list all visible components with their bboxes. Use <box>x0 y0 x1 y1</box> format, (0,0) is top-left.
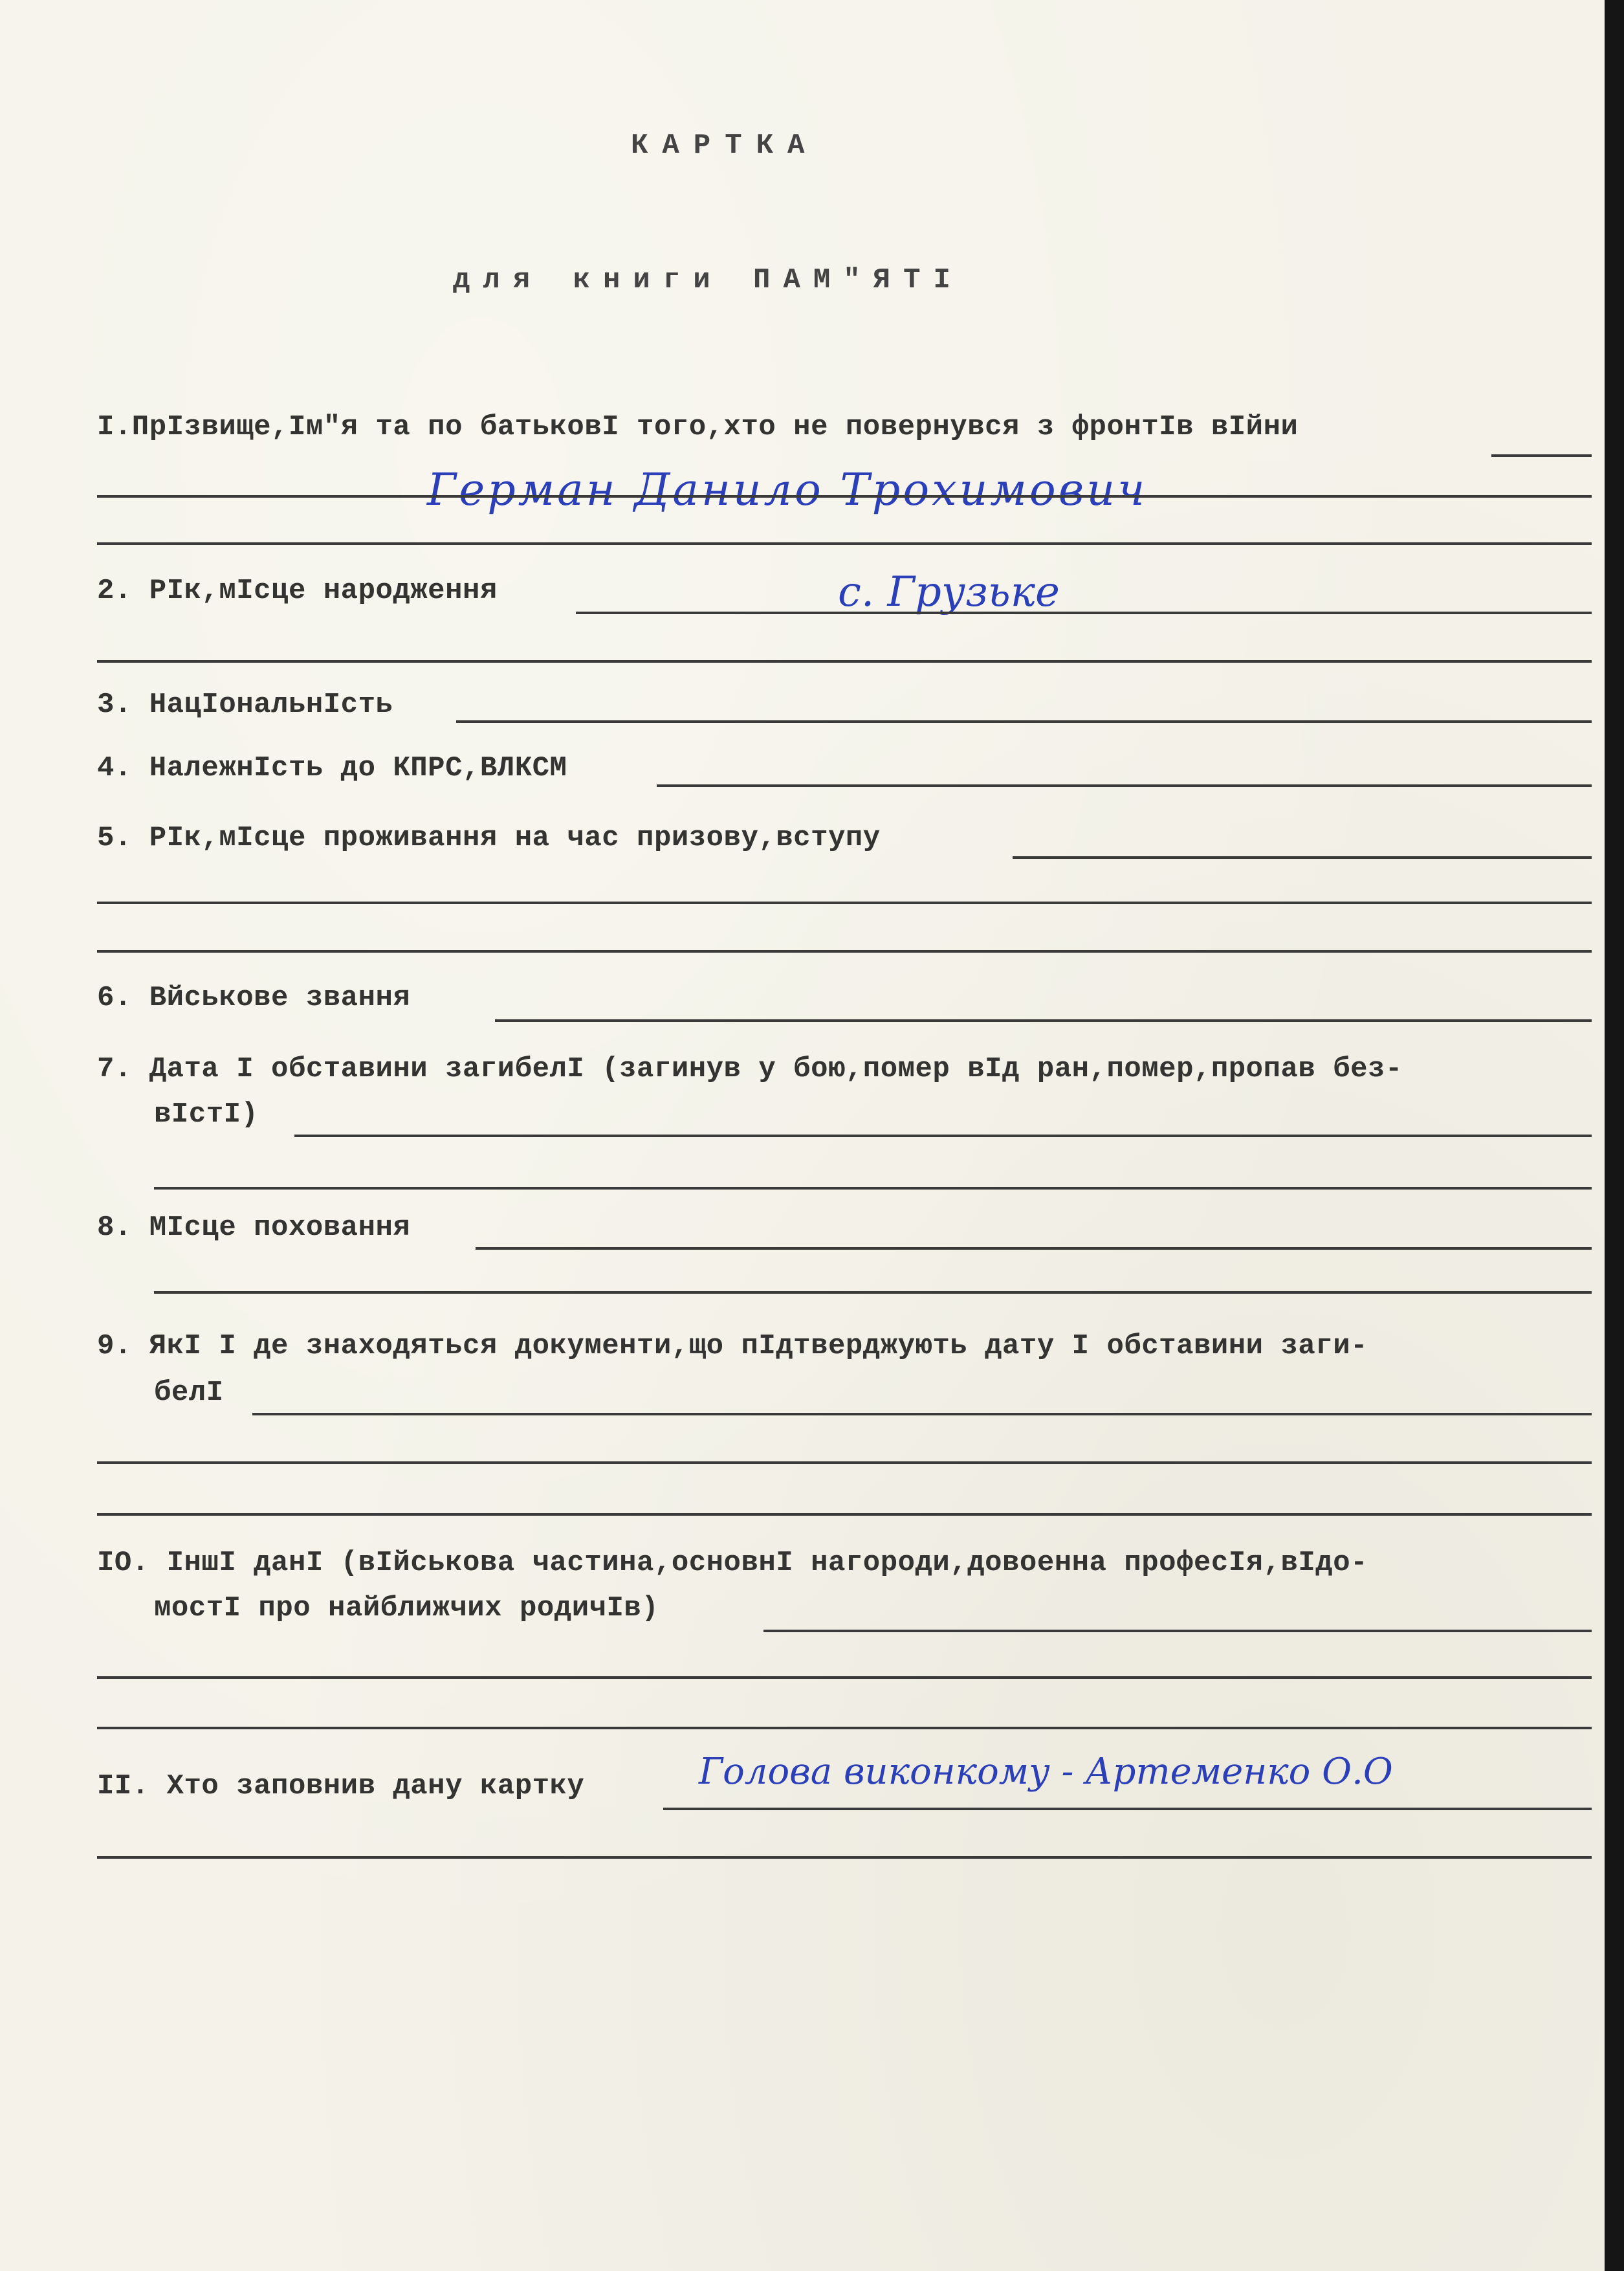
field-5-line-2 <box>97 902 1592 904</box>
card-title: КАРТКА <box>631 129 819 162</box>
field-1-label: I.ПрIзвище,Iм"я та по батьковI того,хто не повернувся з фронтIв вIйни <box>97 411 1299 443</box>
field-10-line-3 <box>97 1727 1592 1729</box>
card-subtitle: для книги ПАМ"ЯТІ <box>453 264 963 296</box>
field-11-line-1 <box>663 1808 1592 1810</box>
field-4-line <box>657 784 1592 787</box>
field-11-value: Голова виконкому - Артеменко О.О <box>699 1751 1393 1793</box>
field-9-line-1 <box>252 1413 1592 1415</box>
field-10-line-2 <box>97 1676 1592 1679</box>
field-6-line <box>495 1019 1592 1022</box>
field-9-line-3 <box>97 1513 1592 1516</box>
field-1-line-3 <box>97 542 1592 545</box>
field-2-line-1 <box>576 612 1592 614</box>
field-9-label: 9. ЯкI I де знаходяться документи,що пIдтверджують дату I обставини заги- <box>97 1330 1368 1362</box>
field-1-line-2 <box>97 495 1592 498</box>
field-8-line-2 <box>154 1291 1592 1294</box>
field-6-label: 6. Вйськове звання <box>97 982 411 1014</box>
field-1-value: Герман Данило Трохимович <box>427 465 1148 516</box>
field-11-label: II. Хто заповнив дану картку <box>97 1770 585 1802</box>
field-5-line-3 <box>97 950 1592 953</box>
field-3-line <box>456 720 1592 723</box>
field-7-line-2 <box>154 1187 1592 1190</box>
field-3-label: 3. НацIональнIсть <box>97 689 393 721</box>
field-10-label: IO. IншI данI (вIйськова частина,основнI нагороди,довоенна професIя,вIдо- <box>97 1547 1368 1579</box>
field-2-value: с. Грузьке <box>838 568 1060 616</box>
field-5-label: 5. РIк,мIсце проживання на час призову,вступу <box>97 822 881 854</box>
field-1-line-end <box>1491 454 1592 457</box>
field-7-label: 7. Дата I обставини загибелI (загинув у бою,помер вIд ран,помер,пропав без- <box>97 1053 1403 1085</box>
field-9-label-cont: белI <box>154 1377 224 1409</box>
field-10-line-1 <box>763 1630 1592 1632</box>
field-2-line-2 <box>97 660 1592 663</box>
field-5-line-1 <box>1013 856 1592 859</box>
field-10-label-cont: мостI про найближчих родичIв) <box>154 1592 659 1624</box>
field-2-label: 2. РIк,мIсце народження <box>97 575 498 607</box>
field-7-line-1 <box>294 1135 1592 1137</box>
field-8-line-1 <box>476 1247 1592 1250</box>
field-4-label: 4. НалежнIсть до КПРС,ВЛКСМ <box>97 752 567 784</box>
field-11-line-2 <box>97 1856 1592 1859</box>
field-7-label-cont: вIстI) <box>154 1098 259 1131</box>
field-8-label: 8. МIсце поховання <box>97 1212 411 1244</box>
scan-edge <box>1605 0 1624 2271</box>
field-9-line-2 <box>97 1461 1592 1464</box>
